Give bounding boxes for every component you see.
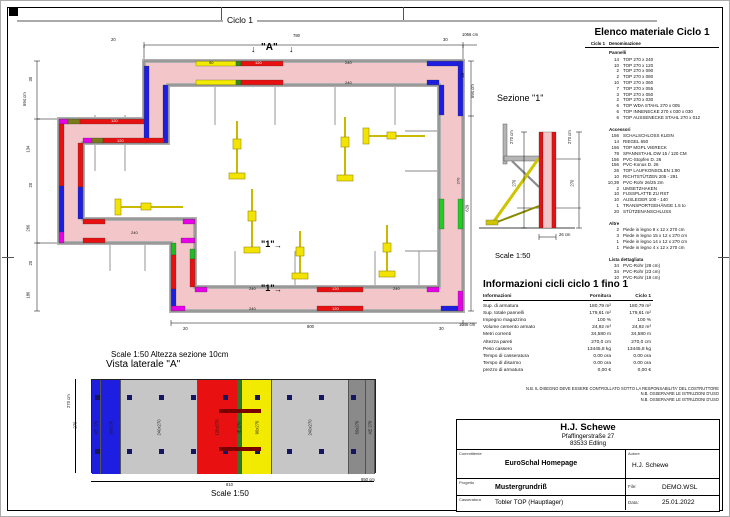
material-name: TOP 270 x 090 [623, 68, 654, 74]
material-qty: 156 [611, 156, 619, 162]
material-name: Piede in legno 15 x 12 x 270 cm [623, 233, 688, 239]
material-name: TOP INNENECKE 270 x 030 x 030 [623, 108, 693, 114]
panel-label: AE 270 [93, 420, 99, 434]
material-qty: 14 [613, 139, 619, 145]
formwork-panel [121, 380, 198, 474]
material-name: RIEGEL 650 [623, 139, 649, 145]
material-name: TOP 270 x 080 [623, 74, 654, 80]
cycle-info-header [483, 293, 653, 301]
panel-label: 60x270 [108, 420, 113, 434]
material-header-name: Denominazione [609, 41, 641, 46]
cycle-info-row [483, 331, 653, 338]
author-label: Autore [628, 451, 640, 456]
cycle-row-fornitura: 270,0 cm [591, 339, 611, 345]
material-qty [585, 221, 609, 227]
material-row [585, 221, 719, 227]
cycle-info-row [483, 346, 653, 353]
panel-size-label: 240 [131, 230, 138, 235]
fold-mark-top-1 [221, 7, 222, 20]
cycle-row-label: Impegno magazzino [483, 318, 527, 324]
plan-drawing [15, 21, 485, 366]
cycle-row-ciclo1: 180,79 m² [629, 304, 651, 310]
dim-label: 186 [25, 291, 31, 299]
material-name: FUSSPLATTE ZU RST [623, 191, 670, 197]
formwork-label: Casseratura [459, 497, 481, 502]
dim-label: 20 [28, 260, 34, 266]
plan-view [15, 21, 485, 366]
fold-mark-left [2, 257, 14, 258]
cycle-row-label: Tempo di disarmo [483, 360, 521, 366]
cycle-row-ciclo1: 24,92 m³ [632, 325, 651, 331]
dim-label: 270 cm [566, 130, 572, 144]
material-qty: 10 [613, 274, 619, 280]
material-qty: 10 [613, 79, 619, 85]
cycle-row-ciclo1: 13445,8 kg [627, 346, 651, 352]
fold-mark-top-2 [403, 7, 404, 20]
material-name: TOP 270 x 055 [623, 85, 654, 91]
material-qty: 10 [613, 197, 619, 203]
dim-label: 30 [439, 326, 444, 331]
formwork-panel [366, 380, 375, 474]
title-block-company-box [457, 420, 719, 450]
dim-label: 270 [72, 421, 78, 429]
title-block-row-1 [457, 450, 719, 479]
corner-mark [9, 8, 18, 16]
cycle-row-label: Sup. di armatura [483, 304, 519, 310]
material-qty: 34 [613, 269, 619, 275]
material-name: STÜTZENANSCHLUSS [623, 208, 672, 214]
dim-label: 1046 cm [459, 322, 476, 327]
panel-size-label: 120 [111, 118, 118, 123]
date-cell [626, 496, 719, 510]
panel-size-label: 120 [117, 138, 124, 143]
dim-label: 30 [443, 37, 448, 42]
dim-label: 20 [111, 37, 116, 42]
panel-label: IE 270 [237, 420, 243, 434]
date-value: 25.01.2022 [662, 499, 695, 506]
title-block-row-3 [457, 496, 719, 510]
fold-mark-right [718, 257, 730, 258]
date-label: Data: [628, 500, 639, 505]
waler-bar [219, 409, 261, 413]
material-qty: 1 [616, 202, 619, 208]
material-name: Piede in legno 14 x 12 x 270 cm [623, 238, 688, 244]
cycle-info-rows [483, 303, 653, 374]
formwork-panel [92, 380, 101, 474]
cycle-row-fornitura: 24,92 m³ [592, 325, 611, 331]
material-qty [585, 257, 609, 263]
material-qty: 2 [616, 185, 619, 191]
cycle-row-ciclo1: 100 % [637, 318, 651, 324]
project-cell [457, 479, 626, 495]
formwork-panel [272, 380, 349, 474]
material-name: TOP 270 x 030 [623, 97, 654, 103]
material-name: Accessori [609, 126, 631, 132]
client-label: Committente [459, 451, 482, 456]
file-value: DEMO.WSL [662, 484, 698, 491]
material-name: TOP AUSSENECKE STAHL 270 x 012 [623, 114, 701, 120]
material-qty: 3 [616, 233, 619, 239]
cycle-info-row [483, 317, 653, 324]
cycle-info-row [483, 324, 653, 331]
dim-label: 694 cm [21, 92, 27, 106]
material-name: Pannelli [609, 50, 627, 55]
side-view [61, 357, 411, 513]
material-name: Altre [609, 220, 620, 226]
cycle-row-label: Tempo di casseratura [483, 353, 529, 359]
cycle-info-row [483, 303, 653, 310]
material-name: TOP 270 x 060 [623, 79, 654, 85]
material-name: TOP LAUFKONSOLEN 1:90 [623, 168, 680, 174]
cycle-row-label: Peso cassero [483, 346, 513, 352]
panel-size-label: 120 [332, 306, 339, 311]
material-qty [585, 127, 609, 133]
material-name: PVC-Konus D. 26 [623, 162, 659, 168]
cycle-row-label: prezzo di armatura [483, 367, 523, 373]
client-value: EuroSchal Homepage [504, 460, 578, 467]
panel-size-label: 240 [345, 60, 352, 65]
dim-label: 270 cm [65, 394, 71, 408]
panel-label: 240x270 [307, 418, 313, 436]
cycle-row-fornitura: 34,580 m [590, 332, 611, 338]
material-qty: 6 [616, 108, 619, 114]
material-qty: 10,39 [607, 179, 619, 185]
material-row [585, 50, 719, 56]
material-header-qty: Ciclo 1 [590, 41, 605, 46]
material-name: TOP 270 x 120 [623, 62, 654, 68]
material-name: UMSETZHAKEN [623, 185, 658, 191]
down-arrow-icon: ↓ [251, 44, 256, 54]
panel-size-label: 240 [345, 80, 352, 85]
material-name: TRANSPORTGEHÄNGE 1.5 to [623, 202, 686, 208]
material-name: PVC-Rohr (18 cm) [623, 274, 661, 280]
material-name: Piede in legno 9 x 12 x 270 cm [623, 227, 685, 233]
material-qty [585, 50, 609, 56]
material-qty: 3 [616, 91, 619, 97]
cycle-row-fornitura: 180,79 m² [589, 304, 611, 310]
material-row [599, 115, 719, 121]
cycle-row-ciclo1: 270,0 cm [631, 339, 651, 345]
formwork-panel [349, 380, 366, 474]
dim-label: 810 [226, 482, 233, 487]
cycle-info-table [483, 279, 653, 374]
material-qty: 156 [611, 144, 619, 150]
company-address-1: Pfaffingerstraße 27 [561, 433, 615, 440]
side-view-panels [91, 379, 376, 473]
section-scale: Scale 1:50 [495, 251, 531, 260]
panel-label: 50x270 [354, 420, 360, 434]
file-cell [626, 479, 719, 495]
author-value: H.J. Schewe [632, 462, 669, 469]
material-qty: 156 [611, 162, 619, 168]
cycle-info-row [483, 353, 653, 360]
material-name: SPANNSTAHL DW 15 / 120 CM [623, 150, 687, 156]
material-qty: 2 [616, 74, 619, 80]
material-list [585, 27, 719, 281]
formwork-value: Tobler TOP (Hauptlager) [495, 499, 564, 506]
cycle-row-ciclo1: 0,00 € [637, 367, 651, 373]
formwork-panel [242, 380, 272, 474]
cycle-header-label: Informazioni [483, 294, 512, 299]
dim-label: 850 cm [361, 477, 375, 482]
cycle-info-title: Informazioni cicli ciclo 1 fino 1 [483, 279, 629, 290]
material-name: AUSLEGER 100 - 140 [623, 197, 668, 203]
client-cell [457, 450, 626, 478]
dim-label: 270 [569, 179, 575, 187]
cycle-header-ciclo1: Ciclo 1 [635, 294, 651, 299]
material-qty: 20 [613, 208, 619, 214]
material-row [585, 257, 719, 263]
material-name: TOP WDA STAHL 270 x 005 [623, 103, 680, 109]
material-name: TOP MGPL VIERECK [623, 144, 667, 150]
project-label: Progetto [459, 480, 475, 485]
material-name: RICHTSTÜTZEN 205 - 291 [623, 173, 678, 179]
dim-label: 26 cm [559, 232, 571, 237]
down-arrow-icon: ↓ [289, 44, 294, 54]
formwork-panel [101, 380, 121, 474]
dim-label: 30 [28, 76, 34, 82]
material-name: TOP 270 x 240 [623, 56, 654, 62]
note-line: N.B. OSSERVARE LE ISTRUZIONI D'USO [640, 396, 719, 402]
cycle-info-row [483, 310, 653, 317]
panel-size-label: 120 [332, 286, 339, 291]
material-name: PVC-Rohr (23 cm) [623, 269, 661, 275]
right-arrow-icon: → [274, 285, 282, 294]
title-block-row-2 [457, 479, 719, 496]
section-marker-1: "1" [261, 239, 275, 249]
formwork-panel [198, 380, 238, 474]
cycle-row-ciclo1: 0.00 ora [633, 360, 651, 366]
cycle-row-fornitura: 0.00 ora [593, 353, 611, 359]
cycle-row-label: Sup. totale pannelli [483, 311, 524, 317]
material-row [585, 127, 719, 133]
dim-label: 629 [464, 204, 470, 212]
material-qty: 10 [613, 173, 619, 179]
cycle-row-ciclo1: 34,580 m [630, 332, 651, 338]
panel-size-label: 270 [455, 177, 461, 185]
section-title: Sezione "1" [497, 93, 544, 103]
material-qty: 34 [613, 263, 619, 269]
material-qty: 2 [616, 97, 619, 103]
dim-label: 20 [28, 182, 34, 188]
dim-label: 270 [511, 179, 517, 187]
material-qty: 2 [616, 68, 619, 74]
notes [379, 386, 719, 402]
dim-label: 20 [183, 326, 188, 331]
cycle-row-label: Metri correnti [483, 332, 511, 338]
company-name: H.J. Schewe [560, 422, 616, 433]
cycle-row-fornitura: 0,00 € [597, 367, 611, 373]
material-qty: 6 [616, 114, 619, 120]
cycle-info-row [483, 367, 653, 374]
cycle-info-row [483, 339, 653, 346]
material-qty: 156 [611, 133, 619, 139]
material-list-rows [585, 50, 719, 281]
material-qty: 1 [616, 244, 619, 250]
dim-label: 134 [25, 145, 31, 153]
project-value: Mustergrundriß [495, 484, 547, 491]
material-qty: 7 [616, 85, 619, 91]
panel-label: 240x270 [156, 418, 162, 436]
formwork-cell [457, 496, 626, 510]
cycle-header-fornitura: Fornitura [589, 294, 611, 299]
cycle-row-ciclo1: 0.00 ora [633, 353, 651, 359]
section-marker-a: "A" [261, 42, 278, 53]
material-name: PVC-Stopfen D. 26 [623, 156, 662, 162]
material-qty: 14 [613, 56, 619, 62]
cycle-row-ciclo1: 179,61 m² [629, 311, 651, 317]
material-name: SCHALSCHLOSS KLEIN [623, 133, 674, 139]
dim-label: 270 cm [508, 130, 514, 144]
material-name: Piede in legno 4 x 12 x 270 cm [623, 244, 685, 250]
plan-scale-note: Scale 1:50 Altezza sezione 10cm [111, 350, 229, 359]
title-block [456, 419, 720, 512]
material-qty: 10 [613, 62, 619, 68]
dim-label: 780 [293, 33, 300, 38]
note-line: N.B. OSSERVARE LE ISTRUZIONI D'USO [640, 391, 719, 397]
dim-label: 30 [460, 72, 466, 78]
note-line: N.B. IL DISEGNO DEVE ESSERE CONTROLLATO SOTTO LA RESPONSABILITA' DEL COSTRUTTORE [525, 386, 719, 391]
material-row [599, 245, 719, 251]
panel-size-label: 240 [393, 286, 400, 291]
material-qty: 78 [613, 150, 619, 156]
panel-size-label: 240 [249, 286, 256, 291]
panel-label: 120x270 [214, 418, 220, 436]
side-view-scale: Scale 1:50 [211, 489, 249, 498]
panel-label: 90x270 [254, 420, 259, 434]
right-arrow-icon: → [274, 241, 282, 250]
material-name: Lista dettagliata [609, 256, 644, 262]
material-qty: 2 [616, 227, 619, 233]
plan-wall-band [59, 61, 466, 311]
material-qty: 1 [616, 238, 619, 244]
material-list-title: Elenco materiale Ciclo 1 [594, 27, 710, 38]
cycle-info-row [483, 360, 653, 367]
material-list-header [585, 41, 719, 48]
side-view-title: Vista laterale "A" [106, 359, 181, 370]
cycle-row-fornitura: 13445,8 kg [587, 346, 611, 352]
material-row [599, 209, 719, 215]
material-qty: 26 [613, 168, 619, 174]
company-address-2: 83533 Edling [569, 440, 607, 447]
author-cell [626, 450, 719, 478]
cycle-row-fornitura: 0.00 ora [593, 360, 611, 366]
file-label: File: [628, 484, 637, 489]
material-qty: 10 [613, 191, 619, 197]
material-qty: 6 [616, 103, 619, 109]
material-name: PVC-Rohr 26/25 2m [623, 179, 664, 185]
panel-size-label: 120 [255, 60, 262, 65]
plan-title: Ciclo 1 [223, 15, 257, 25]
panel-label: AE 270 [367, 420, 373, 434]
section-marker-1: "1" [261, 283, 275, 293]
material-name: TOP 270 x 050 [623, 91, 654, 97]
panel-size-label: 240 [249, 306, 256, 311]
panel-size-label: 90 [209, 60, 214, 65]
material-name: PVC-Rohr (28 cm) [623, 263, 661, 269]
dim-label: 694 cm [469, 84, 475, 98]
plan-panel-segments [59, 61, 466, 311]
waler-bar [219, 447, 261, 451]
dim-label: 266 [25, 224, 31, 232]
cycle-row-label: Altezza pareti [483, 339, 513, 345]
cycle-row-label: Volume cemento armato [483, 325, 535, 331]
cycle-row-fornitura: 179,61 m² [589, 311, 611, 317]
cycle-row-fornitura: 100 % [597, 318, 611, 324]
dim-label: 1066 cm [462, 32, 479, 37]
dim-label: 800 [307, 324, 314, 329]
